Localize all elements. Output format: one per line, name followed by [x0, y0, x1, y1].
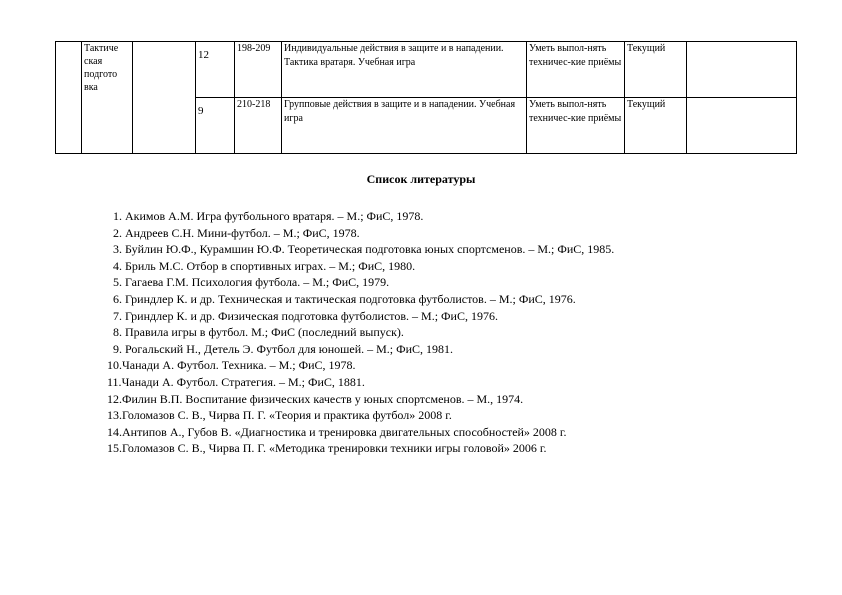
list-item: 14.Антипов А., Губов В. «Диагностика и тренировка двигательных способностей» 2008 г.: [107, 424, 567, 439]
requirements-cell: Уметь выпол-нять техничес-кие приёмы: [527, 98, 625, 154]
list-item: 2. Андреев С.Н. Мини-футбол. – М.; ФиС, 1978.: [113, 225, 360, 240]
literature-list: [107, 208, 615, 457]
list-item: 8. Правила игры в футбол. М.; ФиС (последний выпуск).: [113, 325, 404, 340]
hours-cell: 12: [196, 42, 235, 98]
empty-cell: [687, 42, 797, 98]
list-item: 11.Чанади А. Футбол. Стратегия. – М.; ФиС, 1881.: [107, 374, 365, 389]
content-cell: Групповые действия в защите и в нападении. Учебная игра: [282, 98, 527, 154]
control-cell: Текущий: [625, 42, 687, 98]
list-item: 1. Акимов А.М. Игра футбольного вратаря. – М.; ФиС, 1978.: [113, 209, 424, 223]
list-item: 13.Голомазов С. В., Чирва П. Г. «Теория и практика футбол» 2008 г.: [107, 408, 452, 423]
list-item: 3. Буйлин Ю.Ф., Курамшин Ю.Ф. Теоретическая подготовка юных спортсменов. – М.; ФиС, 1985.: [113, 242, 615, 257]
list-item: 9. Рогальский Н., Детель Э. Футбол для юношей. – М.; ФиС, 1981.: [113, 341, 454, 356]
training-plan-table: [55, 41, 797, 154]
hours-cell: 9: [196, 98, 235, 154]
empty-cell: [687, 98, 797, 154]
lessons-cell: 210-218: [235, 98, 282, 154]
list-item: 6. Гриндлер К. и др. Техническая и тактическая подготовка футболистов. – М.; ФиС, 1976.: [113, 291, 576, 306]
topic-cell: Тактиче ская подгото вка: [82, 42, 133, 154]
content-cell: Индивидуальные действия в защите и в нападении. Тактика вратаря. Учебная игра: [282, 42, 527, 98]
list-item: 7. Гриндлер К. и др. Физическая подготовка футболистов. – М.; ФиС, 1976.: [113, 308, 498, 323]
list-item: 5. Гагаева Г.М. Психология футбола. – М.; ФиС, 1979.: [113, 275, 390, 290]
empty-cell: [133, 42, 196, 154]
list-item: 10.Чанади А. Футбол. Техника. – М.; ФиС, 1978.: [107, 358, 356, 373]
table-row: [56, 42, 797, 98]
lessons-cell: 198-209: [235, 42, 282, 98]
list-item: 4. Бриль М.С. Отбор в спортивных играх. – М.; ФиС, 1980.: [113, 258, 416, 273]
requirements-cell: Уметь выпол-нять техничес-кие приёмы: [527, 42, 625, 98]
list-item: 15.Голомазов С. В., Чирва П. Г. «Методика тренировки техники игры головой» 2006 г.: [107, 441, 547, 456]
list-item: 12.Филин В.П. Воспитание физических качеств у юных спортсменов. – М., 1974.: [107, 391, 524, 406]
literature-title: Список литературы: [366, 172, 476, 186]
empty-cell: [56, 42, 82, 154]
control-cell: Текущий: [625, 98, 687, 154]
